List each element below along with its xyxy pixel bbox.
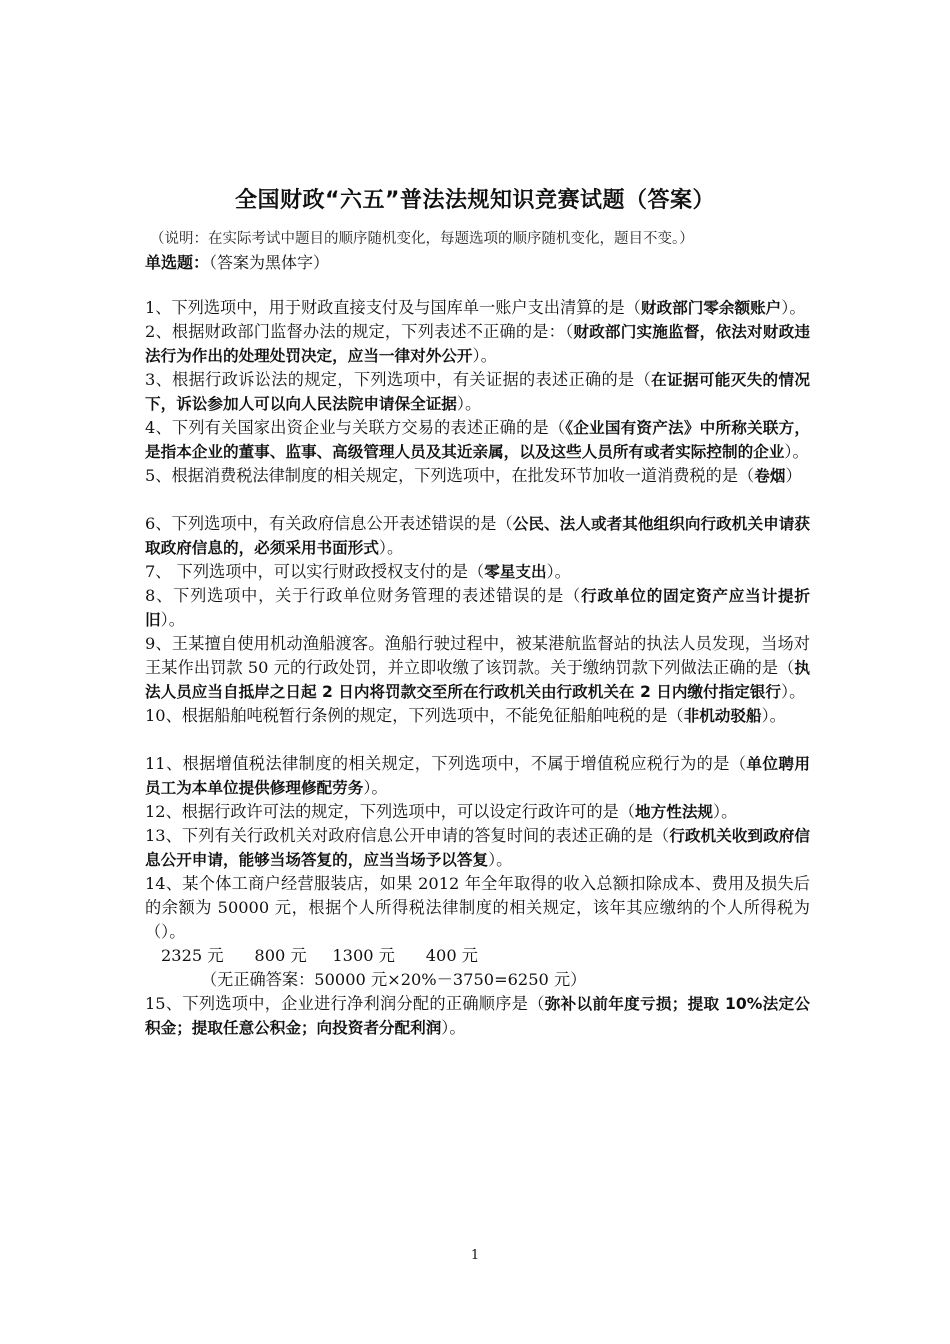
section-hint: （答案为黑体字） (209, 253, 330, 272)
question-3 (145, 368, 810, 416)
question-stem: 8、下列选项中，关于行政单位财务管理的表述错误的是（ (145, 586, 582, 605)
question-tail: ）。 (784, 442, 809, 461)
question-tail: ）。 (363, 778, 388, 797)
question-10 (145, 704, 810, 728)
question-answer: 非机动驳船 (683, 707, 762, 725)
question-tail: ）。 (378, 538, 404, 557)
question-answer: 在证据可能灭失的情况下，诉讼参加人可以向人民法院申请保全证据 (145, 371, 810, 413)
question-stem: 3、根据行政诉讼法的规定，下列选项中，有关证据的表述正确的是（ (145, 370, 652, 389)
question-tail: ）。 (546, 562, 571, 581)
question-answer: 公民、法人或者其他组织向行政机关申请获取政府信息的，必须采用书面形式 (145, 515, 810, 557)
question-answer: 零星支出 (484, 563, 547, 581)
question-14-no-answer: （无正确答案：50000 元×20%－3750=6250 元） (201, 970, 587, 989)
question-stem: 10、根据船舶吨税暂行条例的规定，下列选项中，不能免征船舶吨税的是（ (145, 706, 684, 725)
question-stem: 9、王某擅自使用机动渔船渡客。渔船行驶过程中，被某港航监督站的执法人员发现，当场对王某作出罚款 50 元的行政处罚，并立即收缴了该罚款。关于缴纳罚款下列做法正确的是（ (145, 634, 810, 677)
question-11 (145, 752, 810, 800)
question-4 (145, 416, 810, 464)
spacer (145, 488, 810, 512)
question-stem: 14、某个体工商户经营服装店，如果 2012 年全年取得的收入总额扣除成本、费用及损失后的余额为 50000 元，根据个人所得税法律制度的相关规定，该年其应缴纳的个人所得税为（）。 (145, 874, 810, 941)
question-7 (145, 560, 810, 584)
question-14 (145, 872, 810, 944)
question-answer: 财政部门实施监督，依法对财政违法行为作出的处理处罚决定，应当一律对外公开 (145, 323, 810, 365)
page-number: 1 (470, 1248, 480, 1263)
question-15 (145, 992, 810, 1040)
question-8 (145, 584, 810, 632)
exam-note: （说明：在实际考试中题目的顺序随机变化，每题选项的顺序随机变化，题目不变。） (150, 231, 694, 247)
question-stem: 4、下列有关国家出资企业与关联方交易的表述正确的是（ (145, 418, 566, 437)
question-stem: 7、 下列选项中，可以实行财政授权支付的是（ (145, 562, 485, 581)
question-answer: 弥补以前年度亏损；提取 10%法定公积金；提取任意公积金；向投资者分配利润 (145, 995, 810, 1037)
question-14-options: 2325 元 800 元 1300 元 400 元 (161, 946, 478, 965)
question-stem: 15、下列选项中，企业进行净利润分配的正确顺序是（ (145, 994, 545, 1013)
question-answer: 行政单位的固定资产应当计提折旧 (145, 587, 810, 629)
question-tail: ）。 (488, 850, 513, 869)
section-heading (145, 250, 329, 273)
question-stem: 11、根据增值税法律制度的相关规定，下列选项中，不属于增值税应税行为的是（ (145, 754, 747, 773)
question-stem: 13、下列有关行政机关对政府信息公开申请的答复时间的表述正确的是（ (145, 826, 670, 845)
section-label: 单选题： (145, 253, 210, 272)
question-tail: ）。 (781, 298, 806, 317)
question-stem: 6、下列选项中，有关政府信息公开表述错误的是（ (145, 514, 513, 533)
document-title: 全国财政“六五”普法法规知识竞赛试题（答案） (235, 188, 715, 213)
question-stem: 5、根据消费税法律制度的相关规定，下列选项中，在批发环节加收一道消费税的是（ (145, 466, 755, 485)
question-answer: 《企业国有资产法》中所称关联方，是指本企业的董事、监事、高级管理人员及其近亲属，以及这些人员所有或者实际控制的企业 (145, 419, 810, 461)
question-2 (145, 320, 810, 368)
question-tail: ）。 (780, 682, 806, 701)
question-tail: ）。 (456, 394, 482, 413)
question-answer: 行政机关收到政府信息公开申请，能够当场答复的，应当当场予以答复 (145, 827, 810, 869)
question-answer: 单位聘用员工为本单位提供修理修配劳务 (145, 755, 810, 797)
question-6 (145, 512, 810, 560)
question-list (145, 296, 810, 1040)
question-tail: ）。 (713, 802, 738, 821)
question-answer: 财政部门零余额账户 (640, 299, 782, 317)
question-tail: ）。 (441, 1018, 466, 1037)
question-stem: 12、根据行政许可法的规定，下列选项中，可以设定行政许可的是（ (145, 802, 636, 821)
question-answer: 地方性法规 (635, 803, 714, 821)
question-12 (145, 800, 810, 824)
question-stem: 1、下列选项中，用于财政直接支付及与国库单一账户支出清算的是（ (145, 298, 641, 317)
question-1 (145, 296, 810, 320)
question-tail: ） (785, 466, 802, 485)
question-9 (145, 632, 810, 704)
question-answer: 执法人员应当自抵岸之日起 2 日内将罚款交至所在行政机关由行政机关在 2 日内缴付指定银行 (145, 659, 810, 701)
question-answer: 卷烟 (754, 467, 786, 485)
spacer (145, 728, 810, 752)
question-tail: ）。 (761, 706, 786, 725)
question-5 (145, 464, 810, 488)
question-13 (145, 824, 810, 872)
question-stem: 2、根据财政部门监督办法的规定，下列表述不正确的是：（ (145, 322, 574, 341)
question-tail: ）。 (472, 346, 497, 365)
question-tail: ）。 (160, 610, 185, 629)
